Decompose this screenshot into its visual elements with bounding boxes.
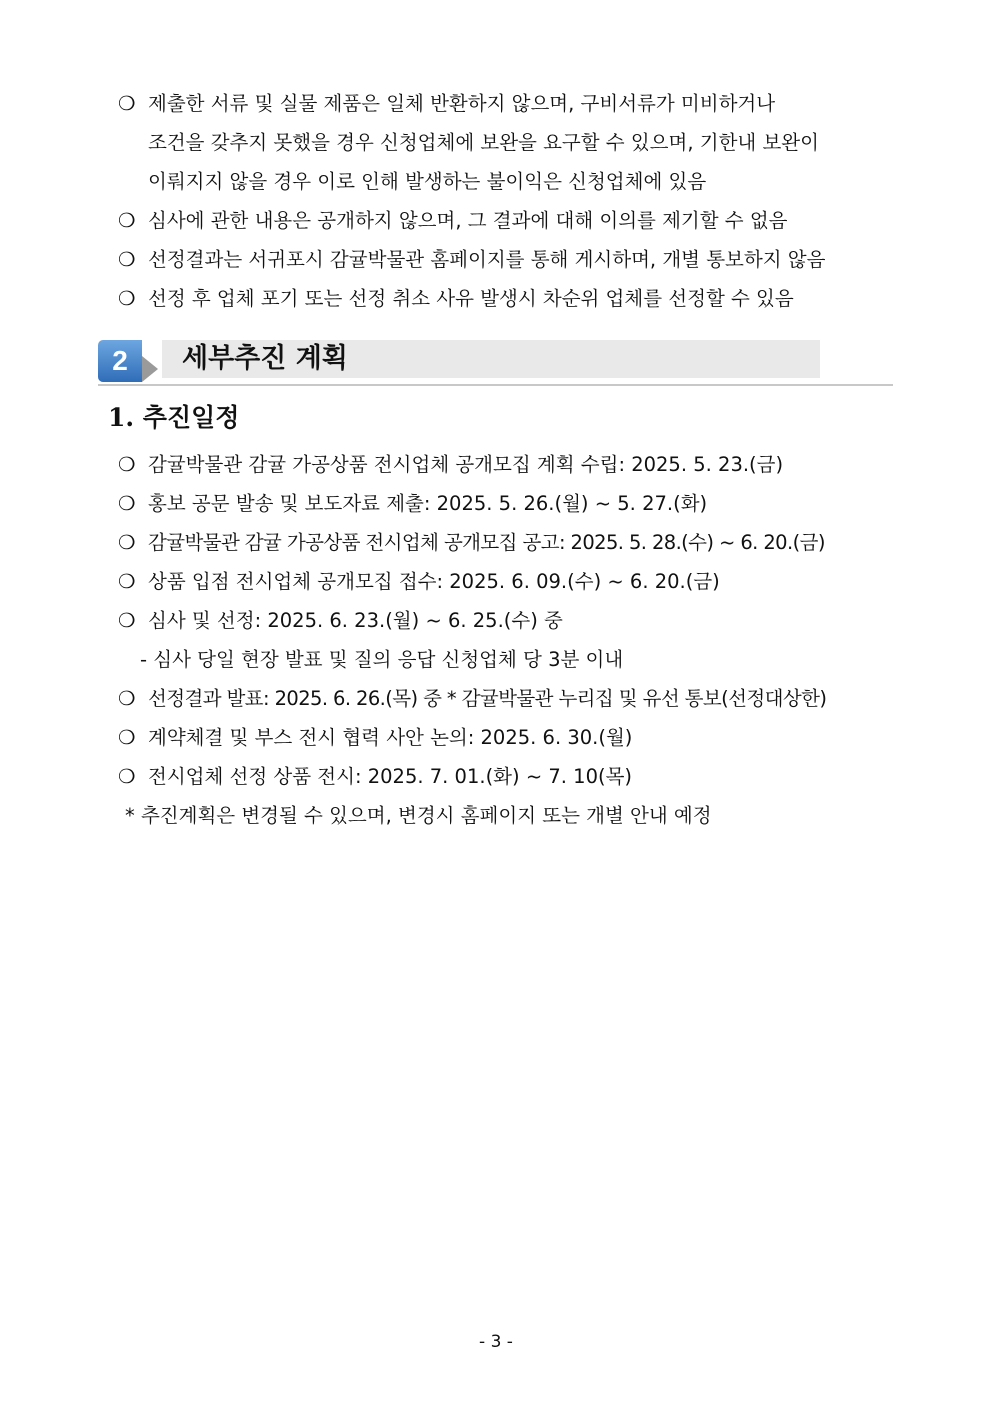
- section-heading: [98, 338, 893, 390]
- circle-bullet-icon: ❍: [118, 92, 136, 115]
- schedule-item: [118, 523, 903, 562]
- schedule-text: 상품 입점 전시업체 공개모집 접수: 2025. 6. 09.(수) ~ 6. 20.(금): [148, 570, 720, 593]
- intro-bullet-4: [118, 279, 903, 318]
- circle-bullet-icon: ❍: [118, 248, 136, 271]
- circle-bullet-icon: ❍: [118, 765, 136, 788]
- schedule-text: 심사 및 선정: 2025. 6. 23.(월) ~ 6. 25.(수) 중: [148, 609, 563, 632]
- circle-bullet-icon: ❍: [118, 570, 136, 593]
- bullet-text: 선정 후 업체 포기 또는 선정 취소 사유 발생시 차순위 업체를 선정할 수 있음: [148, 287, 794, 310]
- circle-bullet-icon: ❍: [118, 492, 136, 515]
- section-title: 세부추진 계획: [182, 343, 348, 374]
- intro-bullet-3: [118, 240, 903, 279]
- schedule-item: [118, 445, 903, 484]
- bullet-continuation: 이뤄지지 않을 경우 이로 인해 발생하는 불이익은 신청업체에 있음: [148, 170, 707, 193]
- schedule-text: 선정결과 발표: 2025. 6. 26.(목) 중 * 감귤박물관 누리집 및 유선 통보(선정대상한): [148, 687, 827, 710]
- section-divider: [98, 384, 893, 386]
- circle-bullet-icon: ❍: [118, 209, 136, 232]
- circle-bullet-icon: ❍: [118, 531, 135, 554]
- circle-bullet-icon: ❍: [118, 687, 135, 710]
- schedule-item: [118, 484, 903, 523]
- schedule-item: [118, 601, 903, 640]
- schedule-item: [118, 562, 903, 601]
- circle-bullet-icon: ❍: [118, 726, 136, 749]
- schedule-item: [118, 757, 903, 796]
- section-number-badge: 2: [98, 340, 142, 382]
- schedule-text: 감귤박물관 감귤 가공상품 전시업체 공개모집 계획 수립: 2025. 5. 23.(금): [148, 453, 784, 476]
- schedule-text: 전시업체 선정 상품 전시: 2025. 7. 01.(화) ~ 7. 10(목): [148, 765, 633, 788]
- circle-bullet-icon: ❍: [118, 453, 136, 476]
- schedule-text: 계약체결 및 부스 전시 협력 사안 논의: 2025. 6. 30.(월): [148, 726, 633, 749]
- circle-bullet-icon: ❍: [118, 609, 136, 632]
- bullet-text: 선정결과는 서귀포시 감귤박물관 홈페이지를 통해 게시하며, 개별 통보하지 않음: [148, 248, 826, 271]
- intro-bullet-2: [118, 201, 903, 240]
- schedule-item: [118, 679, 903, 718]
- schedule-sub-item: - 심사 당일 현장 발표 및 질의 응답 신청업체 당 3분 이내: [140, 648, 624, 671]
- schedule-note: * 추진계획은 변경될 수 있으며, 변경시 홈페이지 또는 개별 안내 예정: [125, 804, 712, 827]
- bullet-text: 제출한 서류 및 실물 제품은 일체 반환하지 않으며, 구비서류가 미비하거나: [148, 92, 776, 115]
- section-arrow-icon: [142, 356, 158, 382]
- bullet-text: 심사에 관한 내용은 공개하지 않으며, 그 결과에 대해 이의를 제기할 수 없음: [148, 209, 788, 232]
- bullet-continuation: 조건을 갖추지 못했을 경우 신청업체에 보완을 요구할 수 있으며, 기한내 보완이: [148, 131, 819, 154]
- schedule-item: [118, 718, 903, 757]
- subsection-title: 1. 추진일정: [108, 403, 240, 432]
- schedule-text: 감귤박물관 감귤 가공상품 전시업체 공개모집 공고: 2025. 5. 28.(수) ~ 6. 20.(금): [148, 531, 825, 554]
- page-number: - 3 -: [479, 1332, 513, 1352]
- intro-bullet-1: [118, 84, 903, 123]
- circle-bullet-icon: ❍: [118, 287, 136, 310]
- schedule-text: 홍보 공문 발송 및 보도자료 제출: 2025. 5. 26.(월) ~ 5. 27.(화): [148, 492, 708, 515]
